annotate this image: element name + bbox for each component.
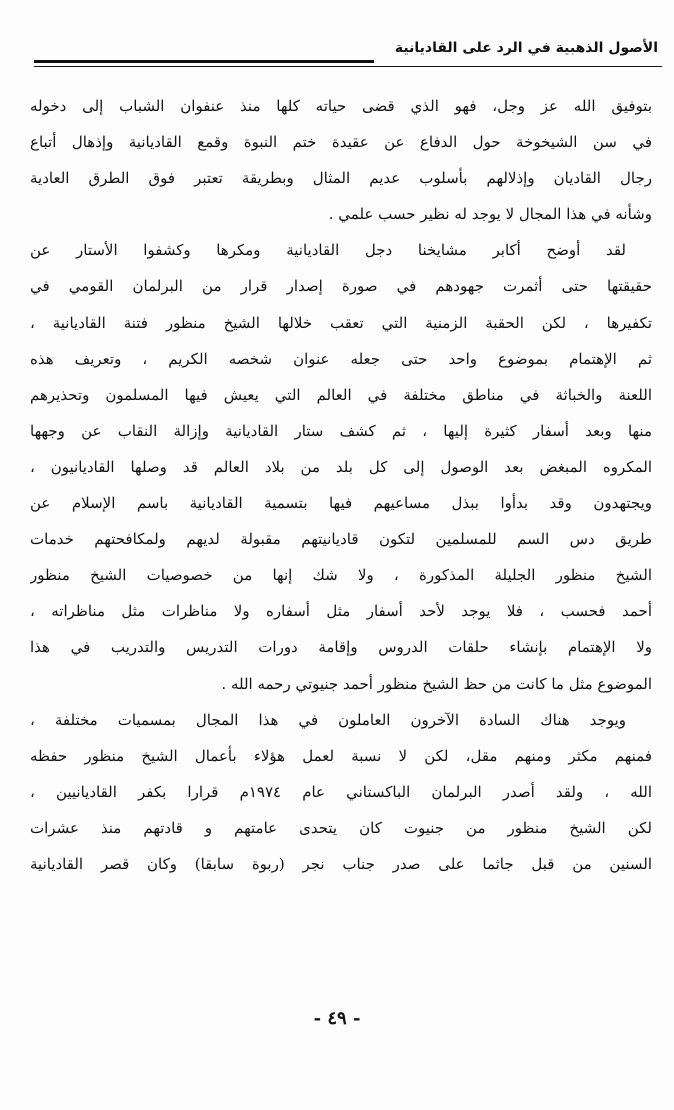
text-line: لكن الشيخ منظور من جنيوت كان يتحدى عامتهم و قادتهم منذ عشرات [30,818,652,837]
text-line: منها وبعد أسفار كثيرة إليها ، ثم كشف ستار القاديانية وإزالة النقاب عن وجهها [30,421,652,440]
text-line: ويجتهدون وقد بدأوا ببذل مساعيهم فيها بتسمية القاديانية باسم الإسلام عن [30,494,652,513]
paragraph-start-line: ويوجد هناك السادة الآخرون العاملون في هذا المجال بمسميات مختلفة ، [30,710,626,729]
text-line: بتوفيق الله عز وجل، فهو الذي قضى حياته كلها منذ عنفوان الشباب إلى دخوله [30,97,652,115]
paragraph-start-line: لقد أوضح أكابر مشايخنا دجل القاديانية ومكرها وكشفوا الأستار عن [30,241,626,260]
text-line: اللعنة والخباثة في مناطق مختلفة في العالم التي يعيش فيها المسلمون وتحذيرهم [30,385,652,404]
text-line: في سن الشيخوخة حول الدفاع عن عقيدة ختم النبوة وقمع القاديانية وإذهال أتباع [30,133,652,152]
text-line: الله ، ولقد أصدر البرلمان الباكستاني عام ١٩٧٤م قرارا بكفر القاديانيين ، [30,782,652,801]
text-line: طريق دس السم للمسلمين لتكون قاديانيتهم مقبولة لديهم ولمكافحتهم خدمات [30,530,652,549]
body-text [30,88,652,882]
header-rule-thick [34,60,374,63]
page-number: - ٤٩ - [313,1008,361,1029]
text-line: ولا الإهتمام بإنشاء حلقات الدروس وإقامة دورات التدريس والتدريب في هذا [30,638,652,657]
text-line: السنين من قبل جاثما على صدر جناب نجر (ربوة سابقا) وكان قصر القاديانية [30,854,652,873]
running-header [34,32,662,72]
text-line: المكروه المبغض بعد الوصول إلى كل بلد من بلاد العالم قد وصلها القاديانيون ، [30,457,652,476]
text-line: فمنهم مكثر ومنهم مقل، لكن لا نسبة لعمل هؤلاء بأعمال الشيخ منظور حفظه [30,746,652,765]
text-line: ثم الإهتمام بموضوع واحد حتى جعله عنوان شخصه الكريم ، وتعريف هذه [30,349,652,368]
text-line: حقيقتها حتى أثمرت جهودهم في صورة إصدار قرار من البرلمان القومي في [30,277,652,296]
text-line: رجال القاديان وإذلالهم بأسلوب عديم المثال وبطريقة تعتبر فوق الطرق العادية [30,169,652,188]
text-line: الشيخ منظور الجليلة المذكورة ، ولا شك إنها من خصوصيات الشيخ منظور [30,566,652,585]
text-line: الموضوع مثل ما كانت من حظ الشيخ منظور أحمد جنيوتي رحمه الله . [221,674,652,693]
text-line: تكفيرها ، لكن الحقبة الزمنية التي تعقب خلالها الشيخ منظور فتنة القاديانية ، [30,313,652,332]
header-rule-thin [34,66,662,67]
text-line: أحمد فحسب ، فلا يوجد لأحد أسفار مثل أسفاره ولا مناظرات مثل مناظراته ، [30,602,652,621]
text-line: وشأنه في هذا المجال لا يوجد له نظير حسب علمي . [328,205,652,224]
book-title: الأصول الذهبية في الرد على القاديانية [394,40,658,56]
